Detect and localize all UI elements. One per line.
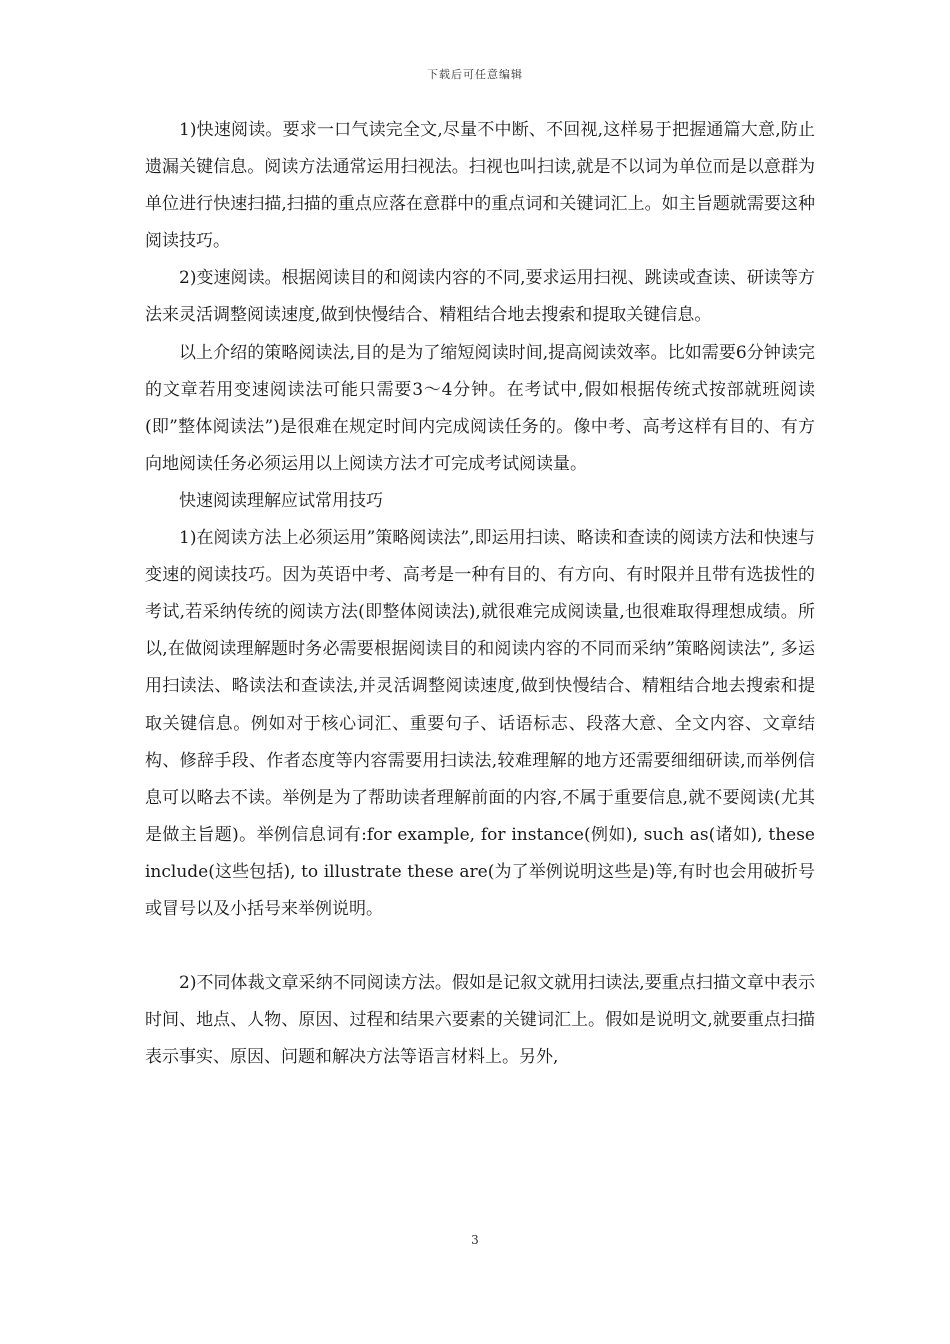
paragraph-technique-1: 1)在阅读方法上必须运用”策略阅读法”,即运用扫读、略读和查读的阅读方法和快速与变速的阅读技巧。因为英语中考、高考是一种有目的、有方向、有时限并且带有选拔性的考试,若采纳传统的阅读方法(即整体阅读法),就很难完成阅读量,也很难取得理想成绩。所以,在做阅读理解题时务必需要根据阅读目的和阅读内容的不同而采纳”策略阅读法”, 多运用扫读法、略读法和查读法,并灵活调整阅读速度,做到快慢结合、精粗结合地去搜索和提取关键信息。例如对于核心词汇、重要句子、话语标志、段落大意、全文内容、文章结构、修辞手段、作者态度等内容需要用扫读法,较难理解的地方还需要细细研读,而举例信息可以略去不读。举例是为了帮助读者理解前面的内容,不属于重要信息,就不要阅读(尤其是做主旨题)。举例信息词有:for example, for instance(例如), such as(诸如), these include(这些包括), to illustrate these are(为了举例说明这些是)等,有时也会用破折号或冒号以及小括号来举例说明。 (145, 528, 815, 919)
section-heading-techniques: 快速阅读理解应试常用技巧 (179, 490, 383, 511)
paragraph-strategy-summary: 以上介绍的策略阅读法,目的是为了缩短阅读时间,提高阅读效率。比如需要6分钟读完的文章若用变速阅读法可能只需要3～4分钟。在考试中,假如根据传统式按部就班阅读(即”整体阅读法”)是很难在规定时间内完成阅读任务的。像中考、高考这样有目的、有方向地阅读任务必须运用以上阅读方法才可完成考试阅读量。 (145, 342, 815, 474)
page-number: 3 (471, 1233, 479, 1247)
paragraph-technique-2: 2)不同体裁文章采纳不同阅读方法。假如是记叙文就用扫读法,要重点扫描文章中表示时间、地点、人物、原因、过程和结果六要素的关键词汇上。假如是说明文,就要重点扫描表示事实、原因、问题和解决方法等语言材料上。另外, (145, 973, 815, 1068)
paragraph-variable-speed-reading: 2)变速阅读。根据阅读目的和阅读内容的不同,要求运用扫视、跳读或查读、研读等方法来灵活调整阅读速度,做到快慢结合、精粗结合地去搜索和提取关键信息。 (145, 268, 815, 326)
paragraph-fast-reading: 1)快速阅读。要求一口气读完全文,尽量不中断、不回视,这样易于把握通篇大意,防止遗漏关键信息。阅读方法通常运用扫视法。扫视也叫扫读,就是不以词为单位而是以意群为单位进行快速扫描,扫描的重点应落在意群中的重点词和关键词汇上。如主旨题就需要这种阅读技巧。 (145, 120, 815, 252)
document-body (145, 112, 815, 1076)
page-header: 下载后可任意编辑 (427, 68, 523, 81)
